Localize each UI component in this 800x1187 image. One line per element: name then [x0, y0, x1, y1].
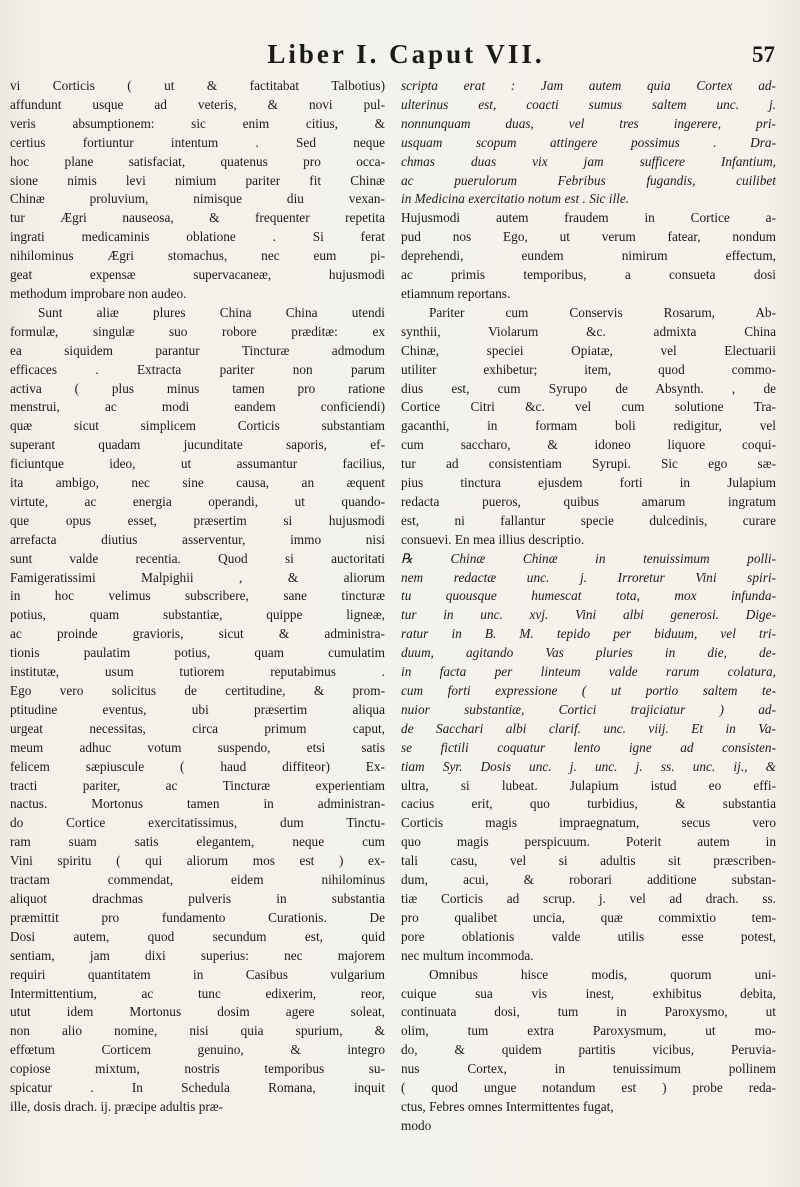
right-column-line: tur in unc. xvj. Vini albi generosi. Dige-: [401, 607, 776, 623]
left-column-line: quæ sicut simplicem Corticis substantiam: [10, 418, 385, 434]
page-header: [0, 36, 800, 76]
right-column-line: pius tinctura ejusdem forti in Julapium: [401, 475, 776, 491]
left-column-line: felicem sæpiuscule ( haud diffiteor) Ex-: [10, 758, 385, 774]
left-column-line: non alio nomine, nisi quia spurium, &: [10, 1023, 385, 1039]
left-column-line: formulæ, singulæ suo robore præditæ: ex: [10, 323, 385, 339]
right-column: [401, 77, 776, 1177]
right-column-line: ( quod ungue notandum est ) probe reda-: [401, 1080, 776, 1096]
left-column-line: affundunt usque ad veteris, & novi pul-: [10, 96, 385, 112]
right-column-line: usquam scopum attingere possimus . Dra-: [401, 134, 776, 150]
left-column-line: tionis paulatim potius, quam cumulatim: [10, 645, 385, 661]
right-column-line: modo: [401, 1117, 432, 1133]
right-column-line: ultra, si lubeat. Julapium istud eo effi-: [401, 777, 776, 793]
right-column-line: cum saccharo, & idoneo liquore coqui-: [401, 437, 776, 453]
right-column-line: continuata dosi, tum in Paroxysmo, ut: [401, 1004, 776, 1020]
left-column-line: Famigeratissimi Malpighii , & aliorum: [10, 569, 385, 585]
left-column-line: nactus. Mortonus tamen in administran-: [10, 796, 385, 812]
right-column-line: cuique sua vis inest, exhibitus debita,: [401, 985, 776, 1001]
left-column-line: do Cortice exercitatissimus, dum Tinctu-: [10, 815, 385, 831]
left-column-line: ptitudine eventus, ubi præsertim aliqua: [10, 701, 385, 717]
right-column-line: pud nos Ego, ut verum fatear, nondum: [401, 229, 776, 245]
left-column-line: que opus esset, præsertim si hujusmodi: [10, 512, 385, 528]
right-column-line: Chinæ, speciei Opiatæ, vel Electuarii: [401, 342, 776, 358]
right-column-line: ulterinus est, coacti sumus saltem unc. j.: [401, 96, 776, 112]
right-column-line: deprehendi, eundem nimirum effectum,: [401, 248, 776, 264]
right-column-line: Omnibus hisce modis, quorum uni-: [429, 966, 776, 982]
left-column-line: menstrui, ac modi eandem conficiendi): [10, 399, 385, 415]
left-column-line: tractam commendat, eidem nihilominus: [10, 872, 385, 888]
left-column-line: Dosi autem, quod secundum est, quid: [10, 928, 385, 944]
left-column-line: hoc plane satisfaciat, quatenus pro occa-: [10, 153, 385, 169]
left-column-line: arrefacta diutius asserventur, immo nisi: [10, 531, 385, 547]
right-column-line: ratur in B. M. tepido per biduum, vel tri-: [401, 626, 776, 642]
right-column-line: nuior substantiæ, Cortici trajiciatur ) ad-: [401, 701, 776, 717]
left-column-line: methodum improbare non audeo.: [10, 285, 187, 301]
right-column-line: Corticis magis impraegnatum, secus vero: [401, 815, 776, 831]
left-column-line: institutæ, usum tutiorem reputabimus .: [10, 664, 385, 680]
right-column-line: cum forti expressione ( ut portio saltem te-: [401, 683, 776, 698]
right-column-line: Hujusmodi autem fraudem in Cortice a-: [401, 210, 776, 226]
left-column-line: nihilominus Ægri stomachus, nec eum pi-: [10, 248, 385, 264]
right-column-line: nec multum incommoda.: [401, 947, 534, 963]
left-column-line: Vini spiritu ( qui aliorum mos est ) ex-: [10, 853, 385, 869]
left-column-line: efficaces . Extracta pariter non parum: [10, 361, 385, 377]
right-column-line: cacius erit, quo turbidius, & substantia: [401, 796, 776, 812]
left-column-line: spicatur . In Schedula Romana, inquit: [10, 1080, 385, 1096]
right-column-line: duum, agitando Vas pluries in die, de-: [401, 645, 776, 661]
left-column-line: ficiuntque ideo, ut assumantur facilius,: [10, 456, 385, 472]
right-column-line: do, & quidem partitis vicibus, Peruvia-: [401, 1042, 776, 1058]
right-column-line: se fictili coquatur lento igne ad consisten-: [401, 739, 776, 755]
left-column-line: Sunt aliæ plures China China utendi: [38, 304, 385, 320]
left-column-line: superant quadam jucunditate saporis, ef-: [10, 437, 385, 453]
left-column-line: ac proinde gravioris, sicut & administra-: [10, 626, 385, 642]
right-column-line: nus Cortex, in tenuissimum pollinem: [401, 1061, 776, 1077]
right-column-line: pore oblationis valde utilis esse potest,: [401, 928, 776, 944]
running-head: Liber I. Caput VII.: [267, 39, 545, 69]
left-column-line: ita ambigo, nec sine causa, an æquent: [10, 475, 385, 491]
right-column-line: pro qualibet uncia, quæ commixtio tem-: [401, 909, 776, 925]
left-column-line: vi Corticis ( ut & factitabat Talbotius): [10, 78, 385, 93]
left-column-line: sentiam, jam dixi superius: nec majorem: [10, 947, 385, 963]
right-column-line: utiliter exhibetur; item, quod commo-: [401, 361, 776, 377]
left-column-line: Ego vero solicitus de certitudine, & prom-: [10, 683, 385, 698]
right-column-line: tiæ Corticis ad scrup. j. vel ad drach. ss.: [401, 890, 776, 906]
right-column-line: in Medicina exercitatio notum est . Sic ille.: [401, 191, 630, 207]
right-column-line: nonnunquam duas, vel tres ingerere, pri-: [401, 115, 776, 131]
left-column-line: activa ( plus minus tamen pro ratione: [10, 380, 385, 396]
right-column-line: in facta per linteum valde rarum colatura,: [401, 664, 776, 680]
right-column-line: gacanthi, in formam boli redigitur, vel: [401, 418, 776, 434]
right-column-line: chmas duas vix jam sufficere Infantium,: [401, 153, 776, 169]
left-column-line: meum adhuc votum suspendo, etsi satis: [10, 739, 385, 755]
left-column-line: sunt valde recentia. Quod si auctoritati: [10, 550, 385, 566]
right-column-line: ctus, Febres omnes Intermittentes fugat,: [401, 1098, 614, 1114]
left-column-line: copiose mixtum, nostris temporibus su-: [10, 1061, 385, 1077]
left-column-line: sione nimis levi nimium pariter fit Chinæ: [10, 172, 385, 188]
right-column-line: redacta pueros, quibus amarum ingratum: [401, 493, 776, 509]
left-column-line: geat expensæ supervacaneæ, hujusmodi: [10, 267, 385, 283]
left-column-line: ram suam satis elegantem, neque cum: [10, 834, 385, 850]
left-column-line: tracti pariter, ac Tincturæ experientiam: [10, 777, 385, 793]
right-column-line: etiamnum reportans.: [401, 285, 511, 301]
right-column-line: dius est, cum Syrupo de Absynth. , de: [401, 380, 776, 396]
right-column-line: tu quousque humescat tota, mox infunda-: [401, 588, 776, 604]
right-column-line: est, ni fallantur specie dulcedinis, curare: [401, 512, 776, 528]
right-column-line: dum, acui, & roborari additione substan-: [401, 872, 776, 888]
left-column-line: requiri quantitatem in Casibus vulgarium: [10, 966, 385, 982]
left-column-line: certius fortiuntur intentum . Sed neque: [10, 134, 385, 150]
right-column-line: ac primis temporibus, a consueta dosi: [401, 267, 776, 283]
left-column-line: effœtum Corticem genuino, & integro: [10, 1042, 385, 1058]
page-number: 57: [752, 42, 775, 67]
right-column-line: de Sacchari albi clarif. unc. viij. Et in Va-: [401, 720, 776, 736]
right-column-line: tur ad consistentiam Syrupi. Sic ego sæ-: [401, 456, 776, 472]
left-column-line: tur Ægri nauseosa, & frequenter repetita: [10, 210, 385, 226]
right-column-line: scripta erat : Jam autem quia Cortex ad-: [401, 78, 776, 93]
left-column-line: præmittit pro fundamento Curationis. De: [10, 909, 385, 925]
right-column-line: tali casu, vel si adultis sit præscriben-: [401, 853, 776, 869]
right-column-line: synthii, Violarum &c. admixta China: [401, 323, 776, 339]
left-column: [10, 77, 385, 1177]
left-column-line: potius, quam substantiæ, quippe ligneæ,: [10, 607, 385, 623]
right-column-line: olim, tum extra Paroxysmum, ut mo-: [401, 1023, 776, 1039]
left-column-line: virtute, ac energia operandi, ut quando-: [10, 493, 385, 509]
left-column-line: veris absumptionem: sic enim citius, &: [10, 115, 385, 131]
right-column-line: ac puerulorum Febribus fugandis, cuilibet: [401, 172, 776, 188]
right-column-line: ℞ Chinæ Chinæ in tenuissimum polli-: [401, 550, 776, 566]
right-column-line: tiam Syr. Dosis unc. j. unc. j. ss. unc. ij., &: [401, 758, 776, 774]
left-column-line: in hoc velimus subscribere, sane tincturæ: [10, 588, 385, 604]
left-column-line: Intermittentium, ac tunc edixerim, reor,: [10, 985, 385, 1001]
right-column-line: quo magis perspicuum. Poterit autem in: [401, 834, 776, 850]
right-column-line: consuevi. En mea illius descriptio.: [401, 531, 585, 547]
left-column-line: utut idem Mortonus dosim agere soleat,: [10, 1004, 385, 1020]
left-column-line: ille, dosis drach. ij. præcipe adultis præ-: [10, 1098, 224, 1114]
right-column-line: Cortice Citri &c. vel cum solutione Tra-: [401, 399, 776, 415]
left-column-line: Chinæ proluvium, nimisque diu vexan-: [10, 191, 385, 207]
left-column-line: ea siquidem parantur Tincturæ admodum: [10, 342, 385, 358]
left-column-line: ingrati medicaminis oblatione . Si ferat: [10, 229, 385, 245]
right-column-line: Pariter cum Conservis Rosarum, Ab-: [429, 304, 776, 320]
left-column-line: urgeat necessitas, circa primum caput,: [10, 720, 385, 736]
left-column-line: aliquot drachmas pulveris in substantia: [10, 890, 385, 906]
right-column-line: nem redactæ unc. j. Irroretur Vini spiri-: [401, 569, 776, 585]
